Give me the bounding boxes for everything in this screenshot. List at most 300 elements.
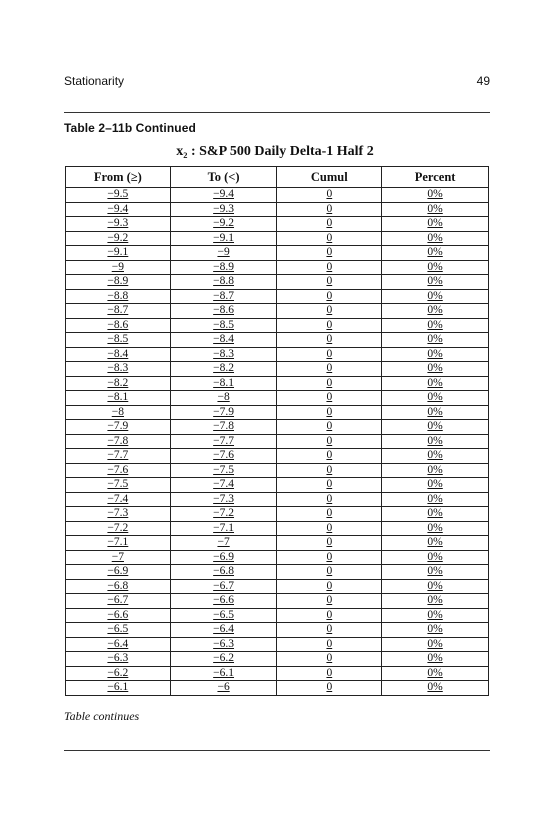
to-cell-value: −6.6 — [213, 594, 235, 606]
cumul-cell-value: 0 — [326, 434, 333, 447]
table-label: Table 2–11b Continued — [64, 121, 196, 135]
to-cell-value: −7.2 — [213, 507, 235, 519]
cumul-cell-value: 0 — [326, 608, 333, 621]
page-number: 49 — [476, 74, 490, 88]
header-rule — [64, 112, 490, 113]
cumul-cell-value: 0 — [326, 507, 333, 519]
cumul-cell-value: 0 — [326, 521, 333, 534]
percent-cell-value: 0% — [427, 521, 443, 534]
from-cell — [66, 260, 171, 275]
to-cell-value: −9.3 — [213, 202, 235, 215]
percent-cell-value: 0% — [427, 333, 443, 345]
to-cell — [170, 275, 277, 290]
to-cell-value: −6.8 — [213, 565, 235, 577]
cumul-cell-value: 0 — [326, 217, 333, 229]
from-cell — [66, 521, 171, 536]
to-cell-value: −8 — [217, 391, 230, 403]
from-cell — [66, 333, 171, 348]
percent-cell — [382, 507, 489, 522]
to-cell — [170, 463, 277, 478]
to-cell — [170, 666, 277, 681]
from-cell — [66, 405, 171, 420]
table-row — [66, 565, 489, 580]
column-header-percent: Percent — [382, 167, 489, 188]
cumul-cell — [277, 579, 382, 594]
percent-cell — [382, 231, 489, 246]
table-row — [66, 289, 489, 304]
from-cell-value: −9 — [111, 260, 124, 273]
cumul-cell-value: 0 — [326, 420, 333, 432]
cumul-cell-value: 0 — [326, 623, 333, 635]
percent-cell — [382, 246, 489, 261]
table-row — [66, 420, 489, 435]
to-cell-value: −7.8 — [213, 420, 235, 432]
to-cell — [170, 608, 277, 623]
from-cell — [66, 652, 171, 667]
cumul-cell-value: 0 — [326, 449, 333, 461]
to-cell — [170, 536, 277, 551]
percent-cell — [382, 623, 489, 638]
cumul-cell-value: 0 — [326, 289, 333, 302]
from-cell-value: −9.5 — [107, 188, 129, 200]
cumul-cell — [277, 565, 382, 580]
to-cell — [170, 492, 277, 507]
to-cell — [170, 188, 277, 203]
to-cell — [170, 217, 277, 232]
from-cell-value: −6.3 — [107, 652, 129, 664]
to-cell-value: −6.4 — [213, 623, 235, 635]
percent-cell — [382, 188, 489, 203]
percent-cell — [382, 217, 489, 232]
section-title: Stationarity — [64, 74, 125, 88]
to-cell-value: −7.6 — [213, 449, 235, 461]
cumul-cell — [277, 217, 382, 232]
percent-cell — [382, 318, 489, 333]
to-cell — [170, 449, 277, 464]
table-row — [66, 550, 489, 565]
to-cell — [170, 434, 277, 449]
table-row — [66, 275, 489, 290]
table-row — [66, 463, 489, 478]
percent-cell-value: 0% — [427, 318, 443, 331]
to-cell-value: −6.5 — [213, 608, 235, 621]
percent-cell-value: 0% — [427, 420, 443, 432]
from-cell — [66, 492, 171, 507]
percent-cell-value: 0% — [427, 434, 443, 447]
footer-rule — [64, 750, 490, 751]
from-cell — [66, 376, 171, 391]
cumul-cell-value: 0 — [326, 565, 333, 577]
from-cell — [66, 434, 171, 449]
percent-cell-value: 0% — [427, 391, 443, 403]
cumul-cell — [277, 666, 382, 681]
cumul-cell — [277, 391, 382, 406]
from-cell — [66, 536, 171, 551]
cumul-cell — [277, 289, 382, 304]
to-cell — [170, 260, 277, 275]
column-header-from: From (≥) — [66, 167, 171, 188]
percent-cell — [382, 449, 489, 464]
percent-cell-value: 0% — [427, 565, 443, 577]
from-cell-value: −6.7 — [107, 594, 129, 606]
to-cell-value: −7.5 — [213, 463, 235, 476]
cumul-cell-value: 0 — [326, 579, 333, 592]
from-cell-value: −7.2 — [107, 521, 129, 534]
table-row — [66, 347, 489, 362]
cumul-cell-value: 0 — [326, 347, 333, 360]
table-row — [66, 202, 489, 217]
to-cell — [170, 623, 277, 638]
cumul-cell — [277, 318, 382, 333]
table-row — [66, 246, 489, 261]
to-cell — [170, 637, 277, 652]
cumul-cell — [277, 652, 382, 667]
cumul-cell-value: 0 — [326, 666, 333, 679]
to-cell — [170, 333, 277, 348]
cumul-cell — [277, 347, 382, 362]
to-cell-value: −7.1 — [213, 521, 235, 534]
percent-cell-value: 0% — [427, 260, 443, 273]
percent-cell-value: 0% — [427, 275, 443, 287]
table-row — [66, 188, 489, 203]
to-cell — [170, 594, 277, 609]
cumul-cell-value: 0 — [326, 550, 333, 563]
percent-cell-value: 0% — [427, 637, 443, 650]
to-cell-value: −9.2 — [213, 217, 235, 229]
from-cell-value: −6.2 — [107, 666, 129, 679]
table-row — [66, 391, 489, 406]
cumul-cell — [277, 405, 382, 420]
to-cell-value: −8.5 — [213, 318, 235, 331]
cumul-cell-value: 0 — [326, 478, 333, 490]
to-cell-value: −8.2 — [213, 362, 235, 374]
table-body — [66, 188, 489, 696]
table-row — [66, 536, 489, 551]
cumul-cell-value: 0 — [326, 333, 333, 345]
cumul-cell-value: 0 — [326, 362, 333, 374]
to-cell-value: −6.9 — [213, 550, 235, 563]
table-row — [66, 579, 489, 594]
cumul-cell — [277, 362, 382, 377]
percent-cell — [382, 333, 489, 348]
from-cell — [66, 362, 171, 377]
cumul-cell-value: 0 — [326, 681, 333, 693]
percent-cell — [382, 637, 489, 652]
percent-cell-value: 0% — [427, 405, 443, 418]
cumul-cell — [277, 275, 382, 290]
table-row — [66, 362, 489, 377]
from-cell — [66, 507, 171, 522]
percent-cell — [382, 536, 489, 551]
cumul-cell-value: 0 — [326, 202, 333, 215]
cumul-cell-value: 0 — [326, 536, 333, 548]
from-cell — [66, 188, 171, 203]
cumul-cell — [277, 681, 382, 696]
table-header-row — [66, 167, 489, 188]
cumul-cell — [277, 521, 382, 536]
to-cell-value: −8.6 — [213, 304, 235, 316]
percent-cell — [382, 304, 489, 319]
to-cell — [170, 347, 277, 362]
to-cell — [170, 405, 277, 420]
to-cell-value: −6.2 — [213, 652, 235, 664]
cumul-cell-value: 0 — [326, 188, 333, 200]
from-cell-value: −7.4 — [107, 492, 129, 505]
percent-cell-value: 0% — [427, 623, 443, 635]
percent-cell-value: 0% — [427, 304, 443, 316]
to-cell — [170, 376, 277, 391]
percent-cell-value: 0% — [427, 463, 443, 476]
percent-cell — [382, 347, 489, 362]
from-cell-value: −8.5 — [107, 333, 129, 345]
percent-cell-value: 0% — [427, 478, 443, 490]
cumul-cell-value: 0 — [326, 304, 333, 316]
from-cell-value: −8.4 — [107, 347, 129, 360]
from-cell — [66, 463, 171, 478]
cumul-cell — [277, 420, 382, 435]
cumul-cell — [277, 246, 382, 261]
table-continues-note: Table continues — [64, 709, 140, 723]
from-cell-value: −7.7 — [107, 449, 129, 461]
to-cell — [170, 521, 277, 536]
to-cell — [170, 478, 277, 493]
to-cell-value: −8.4 — [213, 333, 235, 345]
from-cell-value: −6.8 — [107, 579, 129, 592]
percent-cell-value: 0% — [427, 289, 443, 302]
from-cell-value: −8.7 — [107, 304, 129, 316]
column-header-cumul: Cumul — [277, 167, 382, 188]
percent-cell-value: 0% — [427, 246, 443, 258]
percent-cell-value: 0% — [427, 376, 443, 389]
to-cell — [170, 231, 277, 246]
to-cell-value: −8.7 — [213, 289, 235, 302]
to-cell — [170, 550, 277, 565]
percent-cell — [382, 391, 489, 406]
percent-cell — [382, 275, 489, 290]
cumul-cell — [277, 333, 382, 348]
percent-cell-value: 0% — [427, 449, 443, 461]
percent-cell-value: 0% — [427, 594, 443, 606]
cumul-cell — [277, 594, 382, 609]
from-cell — [66, 637, 171, 652]
to-cell — [170, 289, 277, 304]
cumul-cell-value: 0 — [326, 637, 333, 650]
from-cell — [66, 579, 171, 594]
percent-cell — [382, 681, 489, 696]
from-cell-value: −6.6 — [107, 608, 129, 621]
to-cell — [170, 420, 277, 435]
percent-cell-value: 0% — [427, 507, 443, 519]
from-cell — [66, 347, 171, 362]
to-cell — [170, 652, 277, 667]
percent-cell-value: 0% — [427, 362, 443, 374]
percent-cell-value: 0% — [427, 652, 443, 664]
from-cell-value: −9.4 — [107, 202, 129, 215]
to-cell-value: −8.8 — [213, 275, 235, 287]
percent-cell — [382, 478, 489, 493]
percent-cell-value: 0% — [427, 536, 443, 548]
from-cell — [66, 420, 171, 435]
to-cell — [170, 362, 277, 377]
cumul-cell-value: 0 — [326, 231, 333, 244]
from-cell — [66, 594, 171, 609]
percent-cell-value: 0% — [427, 202, 443, 215]
to-cell — [170, 391, 277, 406]
cumul-cell-value: 0 — [326, 246, 333, 258]
cumul-cell — [277, 202, 382, 217]
cumul-cell-value: 0 — [326, 318, 333, 331]
from-cell-value: −9.2 — [107, 231, 129, 244]
percent-cell — [382, 565, 489, 580]
from-cell-value: −8.6 — [107, 318, 129, 331]
table-row — [66, 652, 489, 667]
table-row — [66, 507, 489, 522]
percent-cell-value: 0% — [427, 550, 443, 563]
cumul-cell-value: 0 — [326, 405, 333, 418]
from-cell — [66, 202, 171, 217]
cumul-cell-value: 0 — [326, 376, 333, 389]
to-cell-value: −8.3 — [213, 347, 235, 360]
table-row — [66, 333, 489, 348]
table-row — [66, 449, 489, 464]
cumul-cell-value: 0 — [326, 492, 333, 505]
cumul-cell — [277, 507, 382, 522]
percent-cell — [382, 289, 489, 304]
percent-cell-value: 0% — [427, 188, 443, 200]
percent-cell-value: 0% — [427, 579, 443, 592]
percent-cell — [382, 434, 489, 449]
table-row — [66, 434, 489, 449]
to-cell-value: −7.7 — [213, 434, 235, 447]
cumul-cell — [277, 478, 382, 493]
cumul-cell — [277, 188, 382, 203]
table-row — [66, 304, 489, 319]
table-row — [66, 637, 489, 652]
table-row — [66, 681, 489, 696]
percent-cell-value: 0% — [427, 347, 443, 360]
percent-cell — [382, 260, 489, 275]
table-row — [66, 594, 489, 609]
from-cell-value: −8.2 — [107, 376, 129, 389]
from-cell-value: −8 — [111, 405, 124, 418]
cumul-cell-value: 0 — [326, 391, 333, 403]
from-cell — [66, 231, 171, 246]
from-cell-value: −6.9 — [107, 565, 129, 577]
table-row — [66, 376, 489, 391]
from-cell — [66, 623, 171, 638]
from-cell — [66, 681, 171, 696]
from-cell — [66, 275, 171, 290]
percent-cell — [382, 376, 489, 391]
from-cell — [66, 318, 171, 333]
percent-cell — [382, 463, 489, 478]
percent-cell — [382, 608, 489, 623]
to-cell — [170, 565, 277, 580]
from-cell-value: −7.3 — [107, 507, 129, 519]
from-cell — [66, 217, 171, 232]
from-cell-value: −6.5 — [107, 623, 129, 635]
cumul-cell-value: 0 — [326, 652, 333, 664]
cumul-cell — [277, 623, 382, 638]
to-cell — [170, 681, 277, 696]
table-row — [66, 492, 489, 507]
to-cell-value: −8.1 — [213, 376, 235, 389]
percent-cell-value: 0% — [427, 608, 443, 621]
table-row — [66, 478, 489, 493]
table-title: x₂ : S&P 500 Daily Delta-1 Half 2 — [176, 144, 374, 159]
cumul-cell-value: 0 — [326, 260, 333, 273]
from-cell — [66, 246, 171, 261]
to-cell-value: −9 — [217, 246, 230, 258]
percent-cell — [382, 594, 489, 609]
running-header — [64, 74, 490, 94]
cumul-cell — [277, 376, 382, 391]
cumul-cell — [277, 434, 382, 449]
to-cell-value: −9.4 — [213, 188, 235, 200]
from-cell-value: −7 — [111, 550, 124, 563]
from-cell-value: −7.8 — [107, 434, 129, 447]
table-row — [66, 521, 489, 536]
from-cell — [66, 666, 171, 681]
from-cell — [66, 550, 171, 565]
from-cell-value: −6.1 — [107, 681, 129, 693]
from-cell-value: −7.6 — [107, 463, 129, 476]
from-cell-value: −8.8 — [107, 289, 129, 302]
percent-cell-value: 0% — [427, 217, 443, 229]
to-cell — [170, 304, 277, 319]
cumul-cell-value: 0 — [326, 463, 333, 476]
percent-cell — [382, 652, 489, 667]
table-row — [66, 231, 489, 246]
cumul-cell — [277, 492, 382, 507]
from-cell-value: −8.9 — [107, 275, 129, 287]
to-cell-value: −7.3 — [213, 492, 235, 505]
percent-cell-value: 0% — [427, 681, 443, 693]
percent-cell-value: 0% — [427, 492, 443, 505]
cumul-cell-value: 0 — [326, 594, 333, 606]
percent-cell — [382, 420, 489, 435]
cumul-cell-value: 0 — [326, 275, 333, 287]
cumul-cell — [277, 463, 382, 478]
percent-cell — [382, 492, 489, 507]
percent-cell — [382, 550, 489, 565]
percent-cell — [382, 579, 489, 594]
percent-cell — [382, 521, 489, 536]
cumul-cell — [277, 231, 382, 246]
table-row — [66, 217, 489, 232]
to-cell — [170, 507, 277, 522]
to-cell-value: −7.9 — [213, 405, 235, 418]
to-cell-value: −7.4 — [213, 478, 235, 490]
cumul-cell — [277, 550, 382, 565]
from-cell — [66, 565, 171, 580]
to-cell-value: −9.1 — [213, 231, 235, 244]
percent-cell-value: 0% — [427, 666, 443, 679]
from-cell-value: −9.3 — [107, 217, 129, 229]
to-cell-value: −6.1 — [213, 666, 235, 679]
percent-cell — [382, 666, 489, 681]
to-cell-value: −7 — [217, 536, 230, 548]
from-cell-value: −7.1 — [107, 536, 129, 548]
from-cell — [66, 304, 171, 319]
cumul-cell — [277, 536, 382, 551]
cumul-cell — [277, 637, 382, 652]
percent-cell — [382, 202, 489, 217]
to-cell — [170, 246, 277, 261]
table-row — [66, 260, 489, 275]
to-cell-value: −8.9 — [213, 260, 235, 273]
percent-cell-value: 0% — [427, 231, 443, 244]
